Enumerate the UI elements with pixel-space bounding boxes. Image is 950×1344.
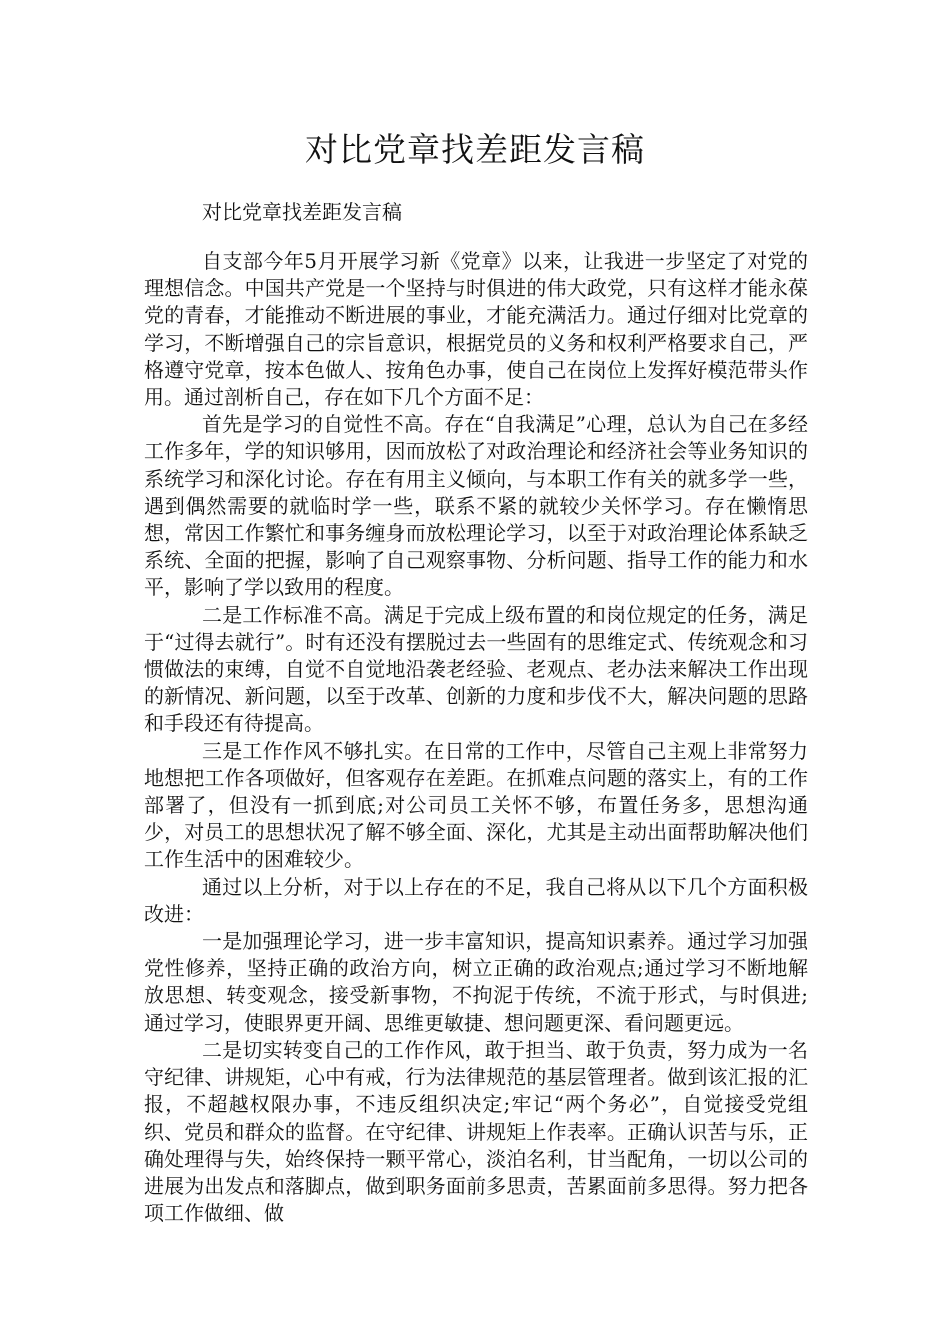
paragraph-improvement-2: 二是切实转变自己的工作作风，敢于担当、敢于负责，努力成为一名守纪律、讲规矩，心中有戒，行为法律规范的基层管理者。做到该汇报的汇报，不超越权限办事，不违反组织决定;牢记“两个务必”，自觉接受党组织、党员和群众的监督。在守纪律、讲规矩上作表率。正确认识苦与乐，正确处理得与失，始终保持一颗平常心，淡泊名利，甘当配角，一切以公司的进展为出发点和落脚点，做到职务面前多思责，苦累面前多思得。努力把各项工作做细、做 [144,1037,808,1226]
paragraph-shortcoming-1: 首先是学习的自觉性不高。存在“自我满足”心理，总认为自己在多经工作多年，学的知识够用，因而放松了对政治理论和经济社会等业务知识的系统学习和深化讨论。存在有用主义倾向，与本职工作有关的就多学一些，遇到偶然需要的就临时学一些，联系不紧的就较少关怀学习。存在懒惰思想，常因工作繁忙和事务缠身而放松理论学习，以至于对政治理论体系缺乏系统、全面的把握，影响了自己观察事物、分析问题、指导工作的能力和水平，影响了学以致用的程度。 [144,412,808,600]
document-title: 对比党章找差距发言稿 [305,130,645,169]
document-body [144,248,808,1227]
paragraph-shortcoming-3: 三是工作作风不够扎实。在日常的工作中，尽管自己主观上非常努力地想把工作各项做好，但客观存在差距。在抓难点问题的落实上，有的工作部署了，但没有一抓到底;对公司员工关怀不够，布置任务多，思想沟通少，对员工的思想状况了解不够全面、深化，尤其是主动出面帮助解决他们工作生活中的困难较少。 [144,738,808,872]
paragraph-transition: 通过以上分析，对于以上存在的不足，我自己将从以下几个方面积极改进： [144,874,808,926]
paragraph-intro: 自支部今年5月开展学习新《党章》以来，让我进一步坚定了对党的理想信念。中国共产党是一个坚持与时俱进的伟大政党，只有这样才能永葆党的青春，才能推动不断进展的事业，才能充满活力。通过仔细对比党章的学习，不断增强自己的宗旨意识，根据党员的义务和权利严格要求自己，严格遵守党章，按本色做人、按角色办事，使自己在岗位上发挥好模范带头作用。通过剖析自己，存在如下几个方面不足： [144,249,808,410]
document-subtitle: 对比党章找差距发言稿 [202,200,402,224]
paragraph-shortcoming-2: 二是工作标准不高。满足于完成上级布置的和岗位规定的任务，满足于“过得去就行”。时有还没有摆脱过去一些固有的思维定式、传统观念和习惯做法的束缚，自觉不自觉地沿袭老经验、老观点、老办法来解决工作出现的新情况、新问题，以至于改革、创新的力度和步伐不大，解决问题的思路和手段还有待提高。 [144,602,808,736]
paragraph-improvement-1: 一是加强理论学习，进一步丰富知识，提高知识素养。通过学习加强党性修养，坚持正确的政治方向，树立正确的政治观点;通过学习不断地解放思想、转变观念，接受新事物，不拘泥于传统，不流于形式，与时俱进;通过学习，使眼界更开阔、思维更敏捷、想问题更深、看问题更远。 [144,929,808,1035]
